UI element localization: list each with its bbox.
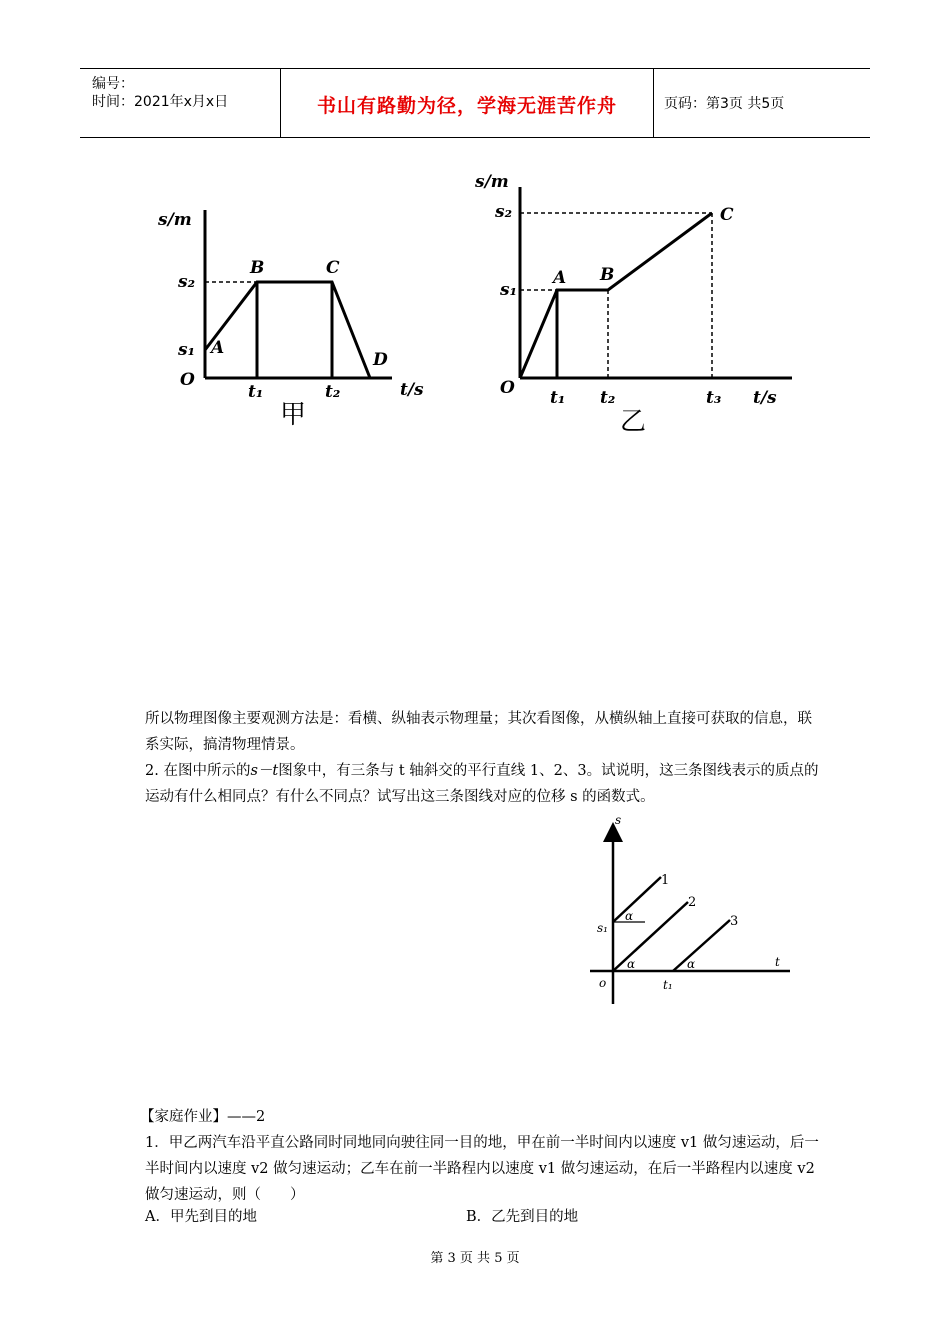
- line-1: [613, 877, 661, 922]
- t-axis-label: t: [775, 955, 780, 969]
- homework-heading: 【家庭作业】——2: [140, 1109, 266, 1125]
- number-label: 编号：: [92, 76, 134, 92]
- point-a: A: [211, 338, 225, 358]
- graph-line-abcd: [205, 282, 370, 378]
- point-b: B: [250, 258, 265, 278]
- q2-rest: 图象中，有三条与 t 轴斜交的平行直线 1、2、3。试说明，这三条图线表示的质点的运动有什么相同点？有什么不同点？试写出这三条图线对应的位移 s 的函数式。: [145, 763, 819, 805]
- graph-line-oabc: [520, 213, 712, 378]
- s-axis-label: s: [615, 813, 622, 827]
- question-2: [145, 758, 825, 810]
- origin-label: o: [599, 976, 607, 990]
- t1-label: t₁: [550, 388, 566, 408]
- time-label: 时间：2021年x月x日: [92, 94, 229, 110]
- x-axis-label: t/s: [753, 388, 777, 408]
- caption-yi: 乙: [620, 407, 647, 437]
- t3-label: t₃: [706, 388, 722, 408]
- point-b: B: [600, 265, 615, 285]
- line-3: [673, 920, 730, 971]
- page-label: 页码：第3页 共5页: [664, 96, 785, 112]
- point-c: C: [326, 258, 340, 278]
- t1-label: t₁: [248, 382, 264, 402]
- y-axis-label: s/m: [475, 172, 509, 192]
- s2-label: s₂: [495, 202, 513, 222]
- graph-jia: [158, 195, 450, 440]
- t2-label: t₂: [325, 382, 341, 402]
- caption-jia: 甲: [280, 400, 307, 430]
- header-motto-cell: [281, 69, 654, 137]
- t1-label: t₁: [663, 978, 673, 992]
- line-1-label: 1: [661, 873, 670, 888]
- page-footer: 第 3 页 共 5 页: [430, 1251, 520, 1266]
- angle-label-3: α: [687, 957, 696, 971]
- s1-label: s₁: [178, 340, 196, 360]
- line-2-label: 2: [688, 895, 697, 910]
- point-a: A: [553, 268, 567, 288]
- graph-yi: [470, 165, 810, 440]
- header-info-cell: [80, 69, 281, 137]
- q2-prefix: 2. 在图中所示的: [145, 763, 251, 779]
- angle-label-2: α: [627, 957, 636, 971]
- y-axis-label: s/m: [158, 210, 192, 230]
- angle-label-1: α: [625, 909, 634, 923]
- point-d: D: [373, 350, 388, 370]
- homework-question: 1．甲乙两汽车沿平直公路同时同地同向驶往同一目的地，甲在前一半时间内以速度 v1 做匀速运动，后一半时间内以速度 v2 做匀速运动；乙车在前一半路程内以速度 v1 做匀速运动，在后一半路程内以速度 v2 做匀速运动，则（ ）: [145, 1135, 819, 1203]
- x-axis-label: t/s: [400, 380, 424, 400]
- header-page-cell: [654, 69, 870, 137]
- motto: 书山有路勤为径，学海无涯苦作舟: [316, 95, 617, 117]
- q2-symbol: s－t: [250, 763, 279, 779]
- origin-label: O: [500, 378, 515, 398]
- s1-label: s₁: [597, 921, 608, 935]
- page-header: [80, 68, 870, 138]
- s2-label: s₂: [178, 272, 196, 292]
- option-a: A．甲先到目的地: [145, 1209, 257, 1225]
- summary-paragraph: 所以物理图像主要观测方法是：看横、纵轴表示物理量；其次看图像，从横纵轴上直接可获取的信息，联系实际，搞清物理情景。: [145, 711, 812, 753]
- option-b: B．乙先到目的地: [466, 1209, 579, 1225]
- graph-parallel-lines: [585, 812, 800, 1012]
- point-c: C: [720, 205, 734, 225]
- line-3-label: 3: [730, 914, 739, 929]
- s1-label: s₁: [500, 280, 518, 300]
- origin-label: O: [180, 370, 195, 390]
- t2-label: t₂: [600, 388, 616, 408]
